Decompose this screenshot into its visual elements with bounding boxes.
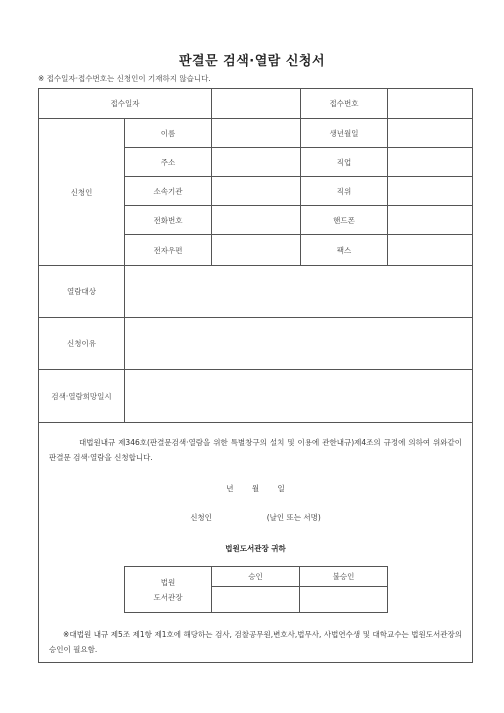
- application-form-table: [38, 88, 473, 663]
- approval-authority-line2: 도서관장: [153, 592, 183, 602]
- approval-authority-line1: 법원: [160, 577, 176, 587]
- footnote: ※대법원 내규 제5조 제1항 제1호에 해당하는 검사, 검찰공무원,변호사,법무사, 사법연수생 및 대학교수는 법원도서관장의 승인이 필요함.: [49, 630, 463, 654]
- applicant-mobile-field[interactable]: [388, 206, 473, 235]
- applicant-birthdate-label: 생년월일: [301, 119, 388, 148]
- reject-stamp-field[interactable]: [300, 587, 388, 613]
- target-label: 열람대상: [39, 266, 125, 318]
- applicant-name-field[interactable]: [212, 119, 301, 148]
- target-field[interactable]: [125, 266, 473, 318]
- reason-field[interactable]: [125, 318, 473, 370]
- approval-table: [124, 566, 388, 613]
- receipt-number-field[interactable]: [388, 89, 473, 119]
- applicant-fax-field[interactable]: [388, 235, 473, 266]
- applicant-group-label: 신청인: [39, 119, 125, 266]
- applicant-phone-field[interactable]: [212, 206, 301, 235]
- approval-authority-label: [125, 567, 212, 613]
- month-label: 월: [251, 484, 260, 493]
- application-date: [39, 483, 472, 494]
- applicant-occupation-label: 직업: [301, 148, 388, 177]
- addressee: 법원도서관장 귀하: [225, 544, 286, 553]
- receipt-date-label: 접수일자: [39, 89, 212, 119]
- applicant-occupation-field[interactable]: [388, 148, 473, 177]
- applicant-address-label: 주소: [125, 148, 212, 177]
- year-label: 년: [226, 484, 234, 493]
- signature-instruction: (날인 또는 서명): [266, 513, 321, 522]
- approve-stamp-field[interactable]: [212, 587, 300, 613]
- applicant-phone-label: 전화번호: [125, 206, 212, 235]
- applicant-email-label: 전자우편: [125, 235, 212, 266]
- declaration-row: [39, 423, 473, 663]
- day-label: 일: [277, 484, 285, 493]
- declaration-text: 대법원내규 제346호(판결문검색·열람을 위한 특별창구의 설치 및 이용에 관한내규)제4조의 규정에 의하여 위와같이 판결문 검색·열람을 신청합니다.: [49, 438, 463, 462]
- applicant-mobile-label: 핸드폰: [301, 206, 388, 235]
- page-title: 판결문 검색·열람 신청서: [178, 54, 326, 69]
- receipt-row: [39, 89, 473, 119]
- reason-label: 신청이유: [39, 318, 125, 370]
- reject-label: 불승인: [300, 567, 388, 587]
- receipt-number-label: 접수번호: [301, 89, 388, 119]
- receipt-date-field[interactable]: [212, 89, 301, 119]
- desired-date-row: [39, 370, 473, 423]
- applicant-organization-field[interactable]: [212, 177, 301, 206]
- signature-label: 신청인: [190, 513, 212, 522]
- applicant-birthdate-field[interactable]: [388, 119, 473, 148]
- applicant-organization-label: 소속기관: [125, 177, 212, 206]
- applicant-row: [39, 119, 473, 148]
- declaration-cell: [39, 423, 473, 663]
- approve-label: 승인: [212, 567, 300, 587]
- reason-row: [39, 318, 473, 370]
- applicant-email-field[interactable]: [212, 235, 301, 266]
- desired-date-field[interactable]: [125, 370, 473, 423]
- applicant-position-label: 직위: [301, 177, 388, 206]
- applicant-name-label: 이름: [125, 119, 212, 148]
- applicant-position-field[interactable]: [388, 177, 473, 206]
- receipt-note: ※ 접수일자·접수번호는 신청인이 기재하지 않습니다.: [38, 74, 211, 83]
- signature-line: [39, 512, 472, 523]
- target-row: [39, 266, 473, 318]
- applicant-fax-label: 팩스: [301, 235, 388, 266]
- desired-date-label: 검색·열람희망일시: [39, 370, 125, 423]
- applicant-address-field[interactable]: [212, 148, 301, 177]
